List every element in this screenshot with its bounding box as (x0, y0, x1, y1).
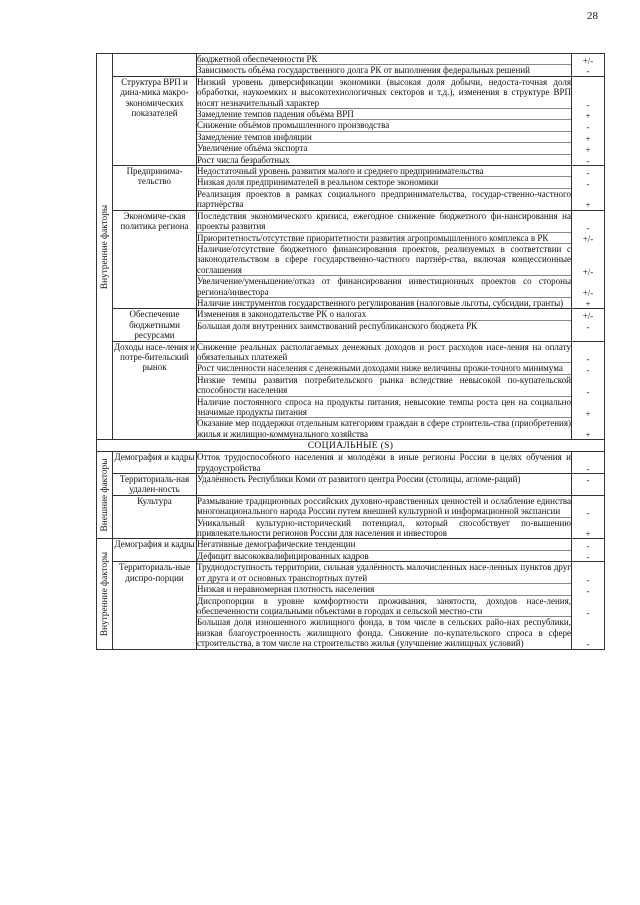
factor-category: Структура ВРП и дина-мика макро-экономических показателей (113, 76, 197, 165)
factor-sign: + (585, 429, 591, 440)
factor-descriptions (197, 495, 572, 539)
factor-item: Последствия экономического кризиса, ежегодное снижение бюджетного фи-нансирования на проекты развития (197, 210, 571, 232)
factor-sign: - (586, 574, 590, 585)
factor-item: Размывание традиционных российских духовно-нравственных ценностей и ослабление единства многонационального народа России путем внешней культурной и информационной экспансии (197, 495, 571, 517)
factor-category: Демография и кадры (113, 539, 197, 562)
factor-item: Зависимость объёма государственного долга РК от выполнения федеральных решений (197, 65, 530, 76)
factor-sign: - (586, 321, 590, 332)
factor-sign: - (586, 223, 590, 233)
factor-sign: - (586, 99, 590, 110)
factor-item: Увеличение объёма экспорта (197, 143, 571, 154)
internal-factors-label-text: Внутренние факторы (99, 204, 110, 289)
factor-item: Наличие инструментов государственного регулирования (налоговые льготы, субсидии, гранты) (197, 297, 564, 308)
internal-factors-label-2 (97, 539, 113, 649)
factor-item: Отток трудоспособного населения и молодёжи в иные регионы России в целях обучения и трудоустройства (197, 452, 571, 473)
factor-item: Негативные демографические тенденции (197, 539, 571, 550)
factor-group-row (97, 166, 605, 211)
factor-signs (572, 562, 605, 649)
factor-sign: - (586, 179, 590, 190)
factor-item: Большая доля изношенного жилищного фонда, в том числе в сельских райо-нах республики, низкая благоустроенность жилищного фонда. Снижение по-купательского спроса в сфере строительства, в том числе на строительство жилья (улучшение жилищных условий) (197, 617, 571, 649)
factor-item: Дефицит высококвалифицированных кадров (197, 550, 369, 561)
factor-descriptions (197, 562, 572, 649)
factor-sign: +/- (582, 266, 594, 277)
factor-sign: + (585, 145, 591, 156)
factor-category: Территориаль-ная удален-ность (113, 474, 197, 496)
factor-group-row (97, 309, 605, 341)
factor-sign: +/- (582, 288, 594, 299)
factor-sign: - (586, 122, 590, 133)
factor-descriptions (197, 341, 572, 440)
external-factors-label (97, 452, 113, 539)
factor-sign: - (586, 387, 590, 398)
factor-sign: - (586, 474, 590, 485)
internal-factors-label-2-text: Внутренние факторы (99, 551, 110, 637)
factor-item: Труднодоступность территории, сильная удалённость малочисленных насе-ленных пунктов друг от друга и от основных транспортных путей (197, 562, 571, 583)
factor-sign: + (585, 110, 591, 121)
factors-table (96, 53, 605, 650)
external-factors-label-text: Внешние факторы (99, 458, 110, 532)
factor-signs (572, 495, 605, 539)
factor-category: Культура (113, 495, 197, 539)
factor-descriptions (197, 76, 572, 165)
factor-item: Наличие постоянного спроса на продукты питания, невысокие темпы роста цен на социально значимые продукты питания (197, 396, 571, 417)
factor-signs (572, 166, 605, 211)
factor-sign: - (586, 353, 590, 364)
factor-descriptions (197, 166, 572, 211)
factor-group-row (97, 76, 605, 165)
factor-category (113, 54, 197, 77)
factor-sign: + (585, 408, 591, 419)
factor-category: Доходы насе-ления и потре-бительский рынок (113, 341, 197, 440)
factor-group-row (97, 539, 605, 562)
factor-sign: - (586, 167, 590, 178)
factor-sign: + (585, 298, 591, 309)
factor-sign: - (586, 586, 590, 596)
factor-descriptions (197, 539, 572, 562)
factor-signs (572, 309, 605, 341)
factor-group-row (97, 341, 605, 440)
factors-table-body (97, 54, 605, 650)
factor-sign: - (586, 66, 590, 77)
factor-item: Замедление темпов инфляции (197, 132, 571, 143)
factor-group-row (97, 495, 605, 539)
factor-sign: + (585, 133, 591, 144)
factor-item: Реализация проектов в рамках социального предпринимательства, государ-ственно-частного партнёрства (197, 188, 571, 210)
factor-item: Снижение объёмов промышленного производства (197, 120, 571, 131)
factor-item: Изменения в законодательстве РК о налогах (197, 309, 571, 320)
factor-item: Низкая и неравномерная плотность населения (197, 584, 571, 595)
factor-sign: +/- (582, 55, 594, 66)
factor-group-row (97, 562, 605, 649)
factor-item: бюджетной обеспеченности РК (197, 54, 571, 65)
factor-signs (572, 474, 605, 496)
factor-item: Рост численности населения с денежными доходами ниже величины прожи-точного минимума (197, 363, 571, 374)
factor-item: Недостаточный уровень развития малого и среднего предпринимательства (197, 166, 571, 177)
factor-sign: - (586, 155, 590, 166)
factor-signs (572, 54, 605, 77)
factor-sign: - (586, 365, 590, 376)
factor-signs (572, 452, 605, 474)
factor-signs (572, 539, 605, 562)
factor-descriptions (197, 474, 572, 496)
factor-signs (572, 76, 605, 165)
factor-descriptions (197, 452, 572, 474)
factor-sign: +/- (582, 311, 594, 322)
factor-item: Наличие/отсутствие бюджетного финансирования проектов, реализуемых в соответствии с законодательством в сфере государственно-частного партнёр-ства, включая концессионные соглашения (197, 243, 571, 275)
factor-item: Большая доля внутренних заимствований республиканского бюджета РК (197, 320, 478, 331)
factor-group-row (97, 54, 605, 77)
page-number: 28 (587, 10, 598, 22)
internal-factors-label (97, 54, 113, 440)
factor-item: Увеличение/уменьшение/отказ от финансирования инвестиционных проектов со стороны региона/инвестора (197, 276, 571, 297)
factor-descriptions (197, 54, 572, 77)
factor-item: Рост числа безработных (197, 154, 290, 165)
factor-descriptions (197, 210, 572, 309)
factor-sign: - (586, 463, 590, 474)
factor-sign: +/- (582, 234, 594, 245)
factor-sign: - (586, 607, 590, 618)
factor-item: Диспропорции в уровне комфортности проживания, занятости, доходов насе-ления, обеспеченности социальными объектами в городах и сельской местно-сти (197, 595, 571, 616)
factor-item: Снижение реальных располагаемых денежных доходов и рост расходов насе-ления на оплату обязательных платежей (197, 341, 571, 362)
factor-item: Приоритетность/отсутствие приоритетности развития агропромышленного комплекса в РК (197, 233, 571, 244)
factor-sign: + (585, 200, 591, 211)
factor-signs (572, 210, 605, 309)
factor-category: Экономиче-ская политика региона (113, 210, 197, 309)
factor-item: Уникальный культурно-исторический потенциал, который способствует по-вышению привлекательности регионов России для населения и инвесторов (197, 517, 571, 539)
factor-category: Предпринима-тельство (113, 166, 197, 211)
factor-group-row (97, 474, 605, 496)
factor-item: Низкий уровень диверсификации экономики (высокая доля добычи, недоста-точная доля обработки, наукоемких и высокотехнологичных секторов и т.д.), изменения в структуре ВРП носят незначительный характер (197, 76, 571, 108)
social-section-title: СОЦИАЛЬНЫЕ (S) (97, 440, 605, 452)
factor-category: Территориаль-ные диспро-порции (113, 562, 197, 649)
section-row (97, 440, 605, 452)
factor-item: Замедление темпов падения объёма ВРП (197, 109, 571, 120)
factor-item: Удалённость Республики Коми от развитого центра России (столицы, агломе-раций) (197, 474, 521, 485)
factor-category: Демография и кадры (113, 452, 197, 474)
factor-sign: - (586, 541, 590, 552)
factor-group-row (97, 452, 605, 474)
factor-signs (572, 341, 605, 440)
factor-category: Обеспечение бюджетными ресурсами (113, 309, 197, 341)
factor-sign: + (585, 528, 591, 539)
factor-item: Низкая доля предпринимателей в реальном секторе экономики (197, 177, 571, 188)
factor-descriptions (197, 309, 572, 341)
factor-sign: - (586, 639, 590, 650)
factor-item: Оказание мер поддержки отдельным категориям граждан в сфере строитель-ства (приобретения) жилья и жилищно-коммунального хозяйства (197, 418, 571, 439)
factor-group-row (97, 210, 605, 309)
factor-item: Низкие темпы развития потребительского рынка вследствие невысокой по-купательской способности населения (197, 374, 571, 396)
factor-sign: - (586, 508, 590, 519)
factor-sign: - (586, 551, 590, 562)
